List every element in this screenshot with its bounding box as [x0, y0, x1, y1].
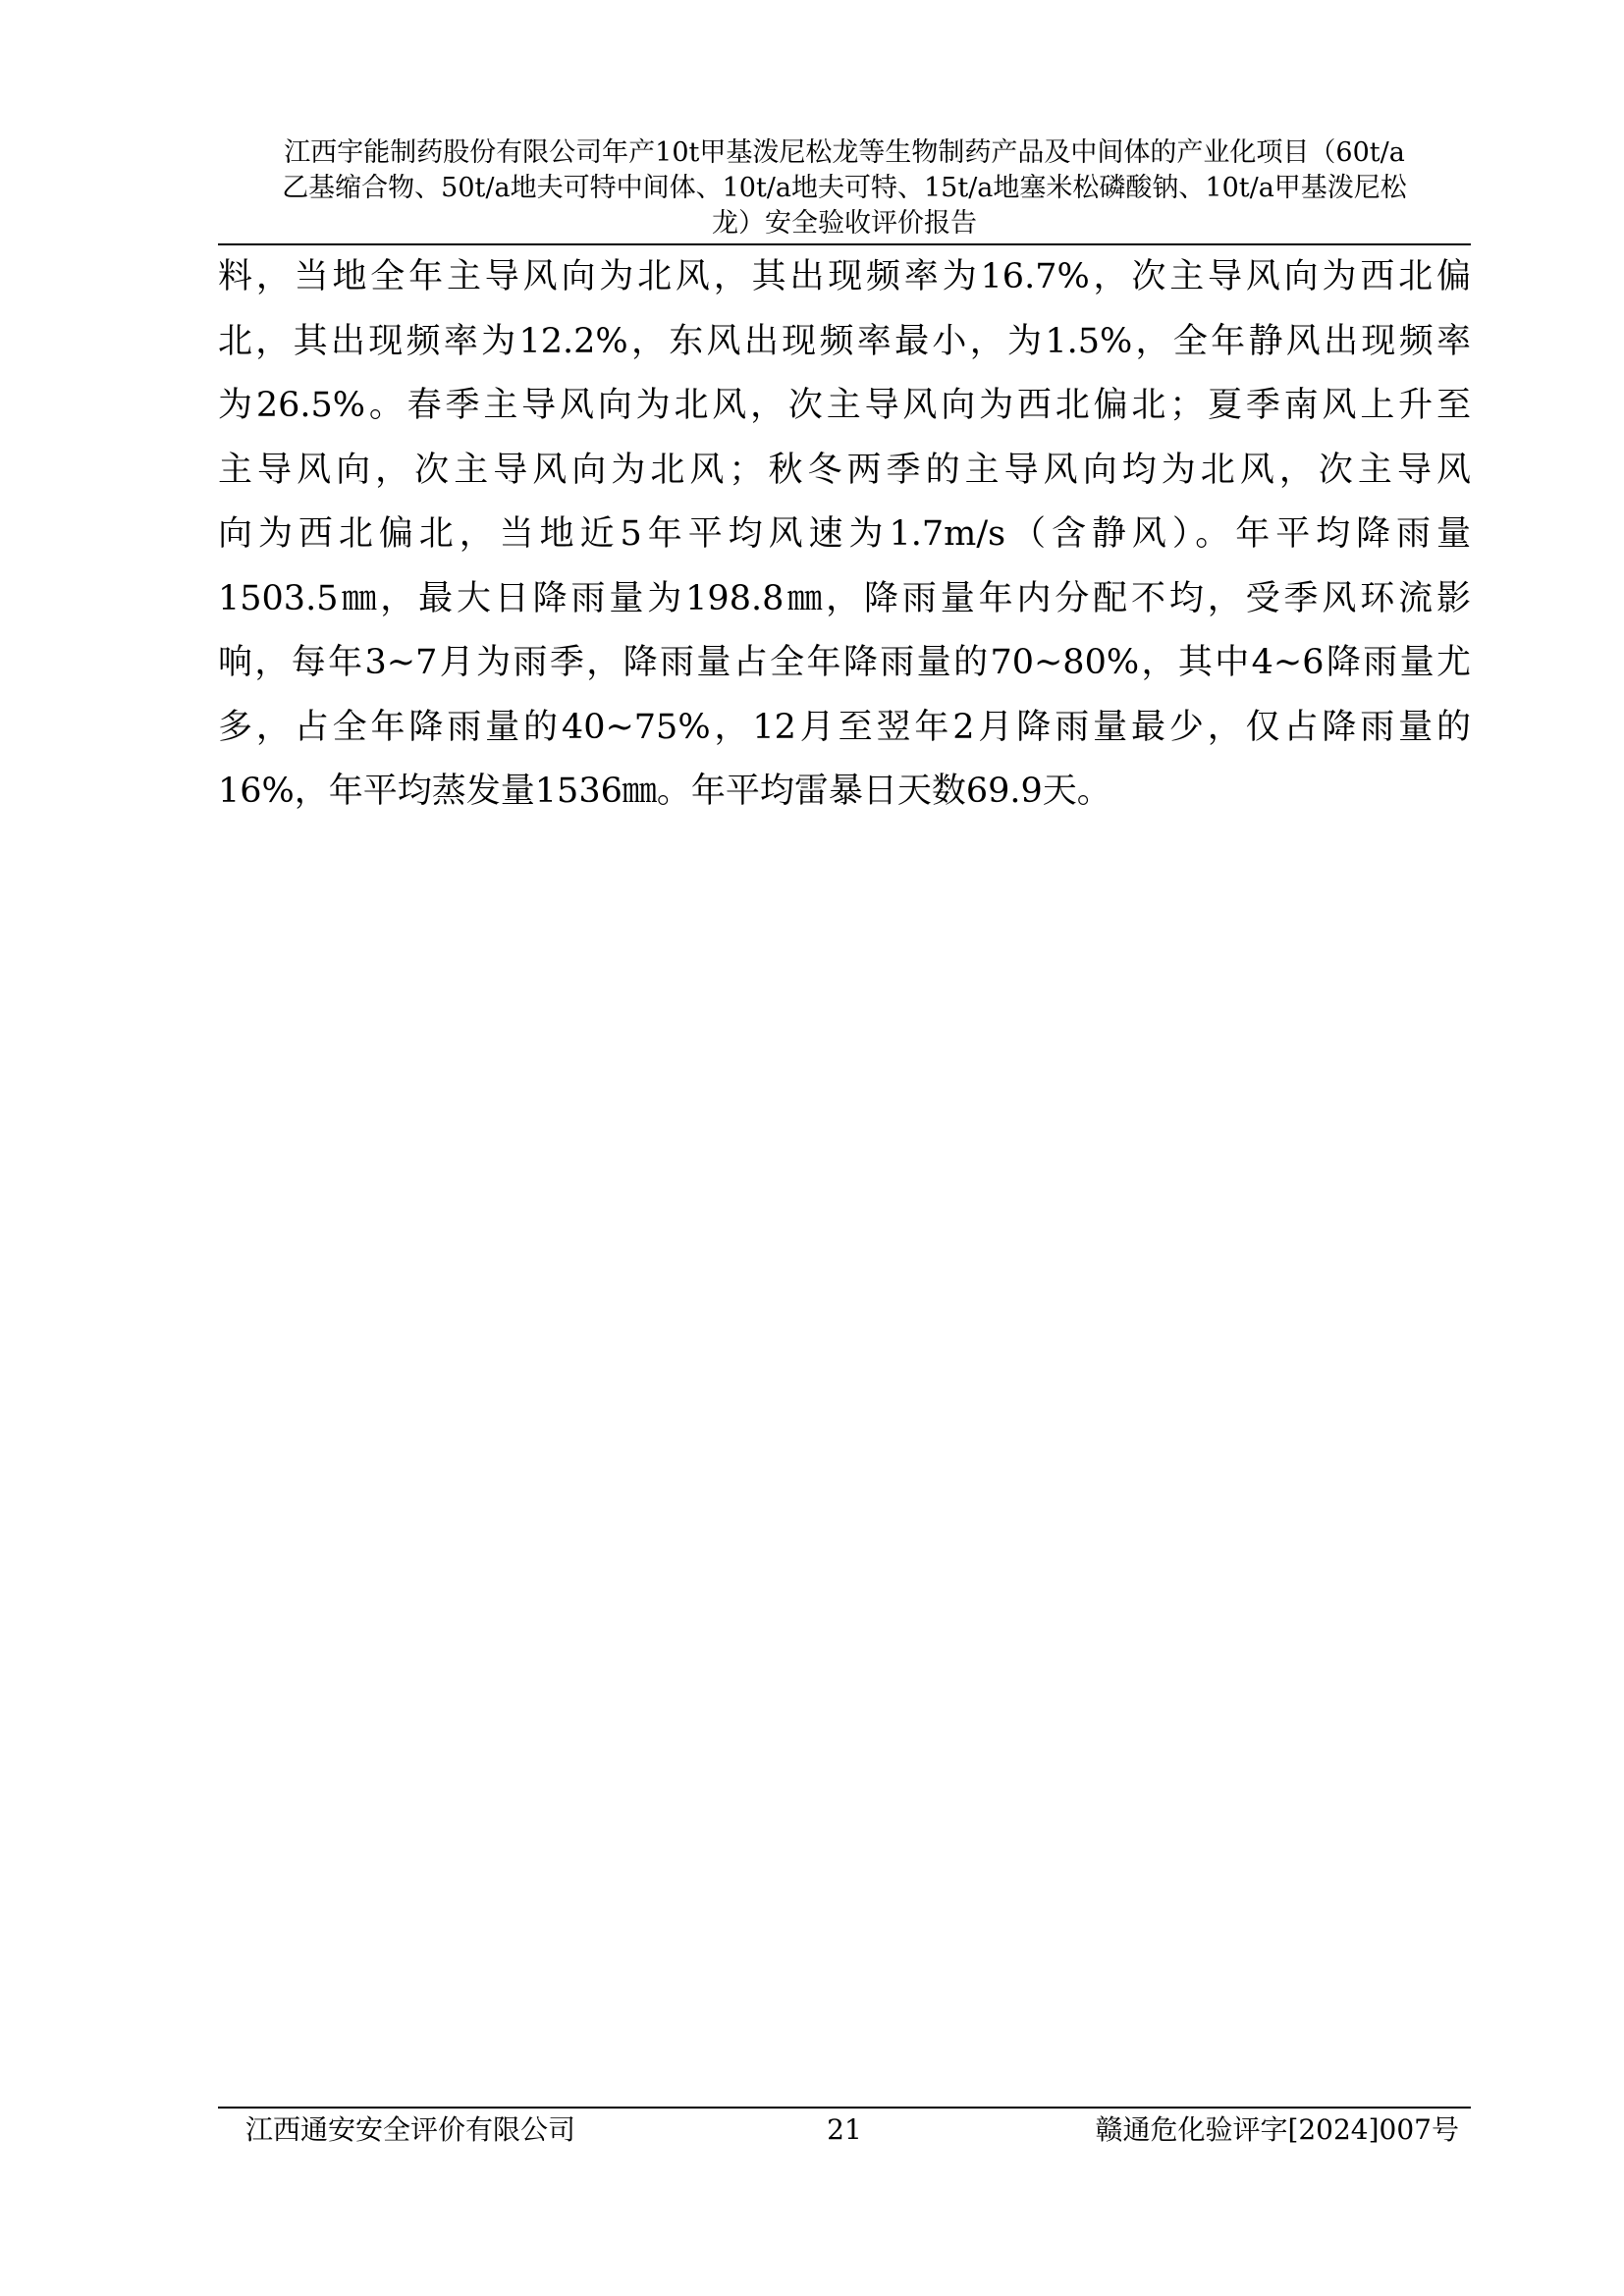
- body-paragraph: [218, 245, 1471, 825]
- page-number: 21: [827, 2113, 862, 2146]
- body-line: 主导风向，次主导风向为北风；秋冬两季的主导风向均为北风，次主导风: [218, 450, 1471, 490]
- body-line: 北，其出现频率为12.2%，东风出现频率最小，为1.5%，全年静风出现频率: [218, 321, 1471, 361]
- body-line: 1503.5㎜，最大日降雨量为198.8㎜，降雨量年内分配不均，受季风环流影: [218, 578, 1471, 618]
- body-line: 料，当地全年主导风向为北风，其出现频率为16.7%，次主导风向为西北偏: [218, 257, 1471, 296]
- header-line: 乙基缩合物、50t/a地夫可特中间体、10t/a地夫可特、15t/a地塞米松磷酸钠、10t/a甲基泼尼松: [282, 173, 1407, 203]
- body-line: 多，占全年降雨量的40~75%，12月至翌年2月降雨量最少，仅占降雨量的: [218, 707, 1471, 747]
- footer-divider: [218, 2107, 1471, 2109]
- page-header: [218, 135, 1471, 241]
- footer-doc-number: 赣通危化验评字[2024]007号: [1095, 2113, 1459, 2146]
- header-line: 江西宇能制药股份有限公司年产10t甲基泼尼松龙等生物制药产品及中间体的产业化项目（60t/a: [284, 137, 1405, 168]
- header-line: 龙）安全验收评价报告: [712, 208, 977, 239]
- footer-company: 江西通安安全评价有限公司: [245, 2113, 576, 2146]
- body-line: 响，每年3~7月为雨季，降雨量占全年降雨量的70~80%，其中4~6降雨量尤: [218, 643, 1471, 682]
- page-footer: [218, 2112, 1471, 2152]
- body-line: 向为西北偏北，当地近5年平均风速为1.7m/s（含静风）。年平均降雨量: [218, 514, 1471, 554]
- body-line: 为26.5%。春季主导风向为北风，次主导风向为西北偏北；夏季南风上升至: [218, 386, 1471, 425]
- body-line: 16%，年平均蒸发量1536㎜。年平均雷暴日天数69.9天。: [218, 772, 1111, 811]
